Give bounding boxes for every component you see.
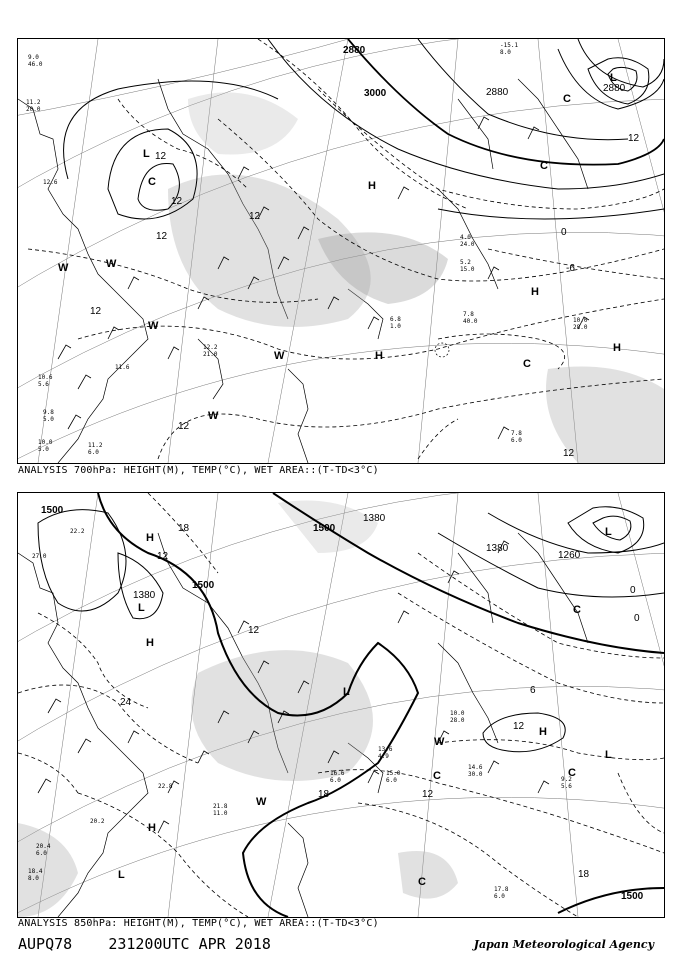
center-symbol: W [274, 350, 285, 362]
center-symbol: H [531, 286, 539, 298]
station-obs: 7.8 40.0 [463, 311, 478, 325]
center-symbol: W [106, 258, 117, 270]
temp-label: 12 [157, 551, 169, 562]
station-obs: 22.2 [70, 528, 85, 535]
center-symbol: W [208, 410, 219, 422]
temp-label: 12 [171, 196, 183, 207]
station-obs: 17.8 6.0 [494, 886, 509, 900]
temp-label: 6 [530, 685, 536, 696]
station-obs: 12.2 21.0 [203, 344, 218, 358]
temp-label: 12 [563, 448, 575, 459]
station-obs: 12.6 [43, 179, 58, 186]
station-obs: 11.2 6.0 [88, 442, 103, 456]
station-obs: 10.6 5.6 [38, 374, 53, 388]
map-700hpa [18, 39, 664, 463]
height-label: 1500 [621, 891, 644, 902]
station-obs: 9.2 5.6 [561, 776, 572, 790]
center-symbol: H [368, 180, 376, 192]
height-label: 1380 [133, 590, 156, 601]
temp-label: 0 [630, 585, 636, 596]
temp-label: 0 [561, 227, 567, 238]
temp-label: 12 [628, 133, 640, 144]
temp-label: 12 [513, 721, 525, 732]
station-obs: 6.8 1.0 [390, 316, 401, 330]
panel-caption-700hpa: ANALYSIS 700hPa: HEIGHT(M), TEMP(°C), WET AREA::(T-TD<3°C) [18, 465, 379, 476]
station-obs: -15.1 8.0 [500, 42, 519, 56]
center-symbol: H [148, 822, 156, 834]
center-symbol: W [148, 320, 159, 332]
station-obs: 27.0 [32, 553, 47, 560]
temp-label: 18 [578, 869, 590, 880]
center-symbol: L [605, 749, 612, 761]
station-obs: 5.2 15.0 [460, 259, 475, 273]
station-obs: 15.0 6.0 [386, 770, 401, 784]
center-symbol: C [523, 358, 531, 370]
height-label: 1380 [363, 513, 386, 524]
station-obs: 13.6 4.9 [378, 746, 393, 760]
center-symbol: H [146, 532, 154, 544]
height-label: 2880 [486, 87, 509, 98]
center-symbol: H [146, 637, 154, 649]
center-symbol: H [375, 350, 383, 362]
station-obs: 10.0 5.0 [38, 439, 53, 453]
station-obs: 7.8 6.0 [511, 430, 522, 444]
temp-label: 12 [156, 231, 168, 242]
temp-label: 12 [248, 625, 260, 636]
center-symbol: C [573, 604, 581, 616]
station-obs: 22.8 [158, 783, 173, 790]
map-850hpa [18, 493, 664, 917]
map-panel-850hpa [17, 492, 665, 918]
center-symbol: W [58, 262, 69, 274]
center-symbol: L [343, 686, 350, 698]
station-obs: 10.0 28.0 [450, 710, 465, 724]
height-label: 2880 [343, 45, 366, 56]
height-label: 1500 [41, 505, 64, 516]
center-symbol: H [539, 726, 547, 738]
chart-code: AUPQ78 [18, 935, 73, 953]
height-label: 1500 [313, 523, 336, 534]
center-symbol: L [118, 869, 125, 881]
center-symbol: C [418, 876, 426, 888]
station-obs: 4.0 24.0 [460, 234, 475, 248]
height-label: 3000 [364, 88, 387, 99]
station-obs: 9.0 46.0 [28, 54, 43, 68]
center-symbol: C [568, 767, 576, 779]
station-obs: 16.6 6.0 [330, 770, 345, 784]
station-obs: 21.8 11.0 [213, 803, 228, 817]
center-symbol: C [433, 770, 441, 782]
temp-label: 12 [178, 421, 190, 432]
center-symbol: C [148, 176, 156, 188]
height-label: 1500 [192, 580, 215, 591]
center-symbol: H [613, 342, 621, 354]
station-obs: 10.0 28.0 [573, 317, 588, 331]
center-symbol: L [610, 72, 617, 84]
wet-area-stipple [18, 501, 458, 918]
station-obs: 20.2 [90, 818, 105, 825]
temp-label: 18 [318, 789, 330, 800]
map-panel-700hpa [17, 38, 665, 464]
center-symbol: W [256, 796, 267, 808]
panel-caption-850hpa: ANALYSIS 850hPa: HEIGHT(M), TEMP(°C), WET AREA::(T-TD<3°C) [18, 918, 379, 929]
chart-identifier [18, 935, 271, 953]
station-obs: 9.8 5.0 [43, 409, 54, 423]
station-obs: 11.2 20.0 [26, 99, 41, 113]
station-obs: 11.6 [115, 364, 130, 371]
center-symbol: L [605, 526, 612, 538]
center-symbol: W [434, 736, 445, 748]
temp-label: 12 [422, 789, 434, 800]
center-symbol: L [143, 148, 150, 160]
height-label: 2880 [603, 83, 626, 94]
temp-label: 24 [120, 697, 132, 708]
center-symbol: C [563, 93, 571, 105]
temp-label: -6 [566, 263, 575, 274]
valid-time: 231200UTC APR 2018 [108, 935, 271, 953]
height-contours [64, 39, 664, 219]
center-symbol: L [138, 602, 145, 614]
temp-label: 0 [634, 613, 640, 624]
temp-label: 12 [155, 151, 167, 162]
height-label: 1260 [558, 550, 581, 561]
station-obs: 20.4 6.0 [36, 843, 51, 857]
station-obs: 18.4 8.0 [28, 868, 43, 882]
agency-name: Japan Meteorological Agency [473, 938, 654, 951]
station-obs: 14.6 30.0 [468, 764, 483, 778]
temp-label: 12 [249, 211, 261, 222]
center-symbol: C [540, 160, 548, 172]
temp-label: 12 [90, 306, 102, 317]
wet-area-stipple [168, 92, 664, 463]
temp-label: 18 [178, 523, 190, 534]
height-label: 1380 [486, 543, 509, 554]
